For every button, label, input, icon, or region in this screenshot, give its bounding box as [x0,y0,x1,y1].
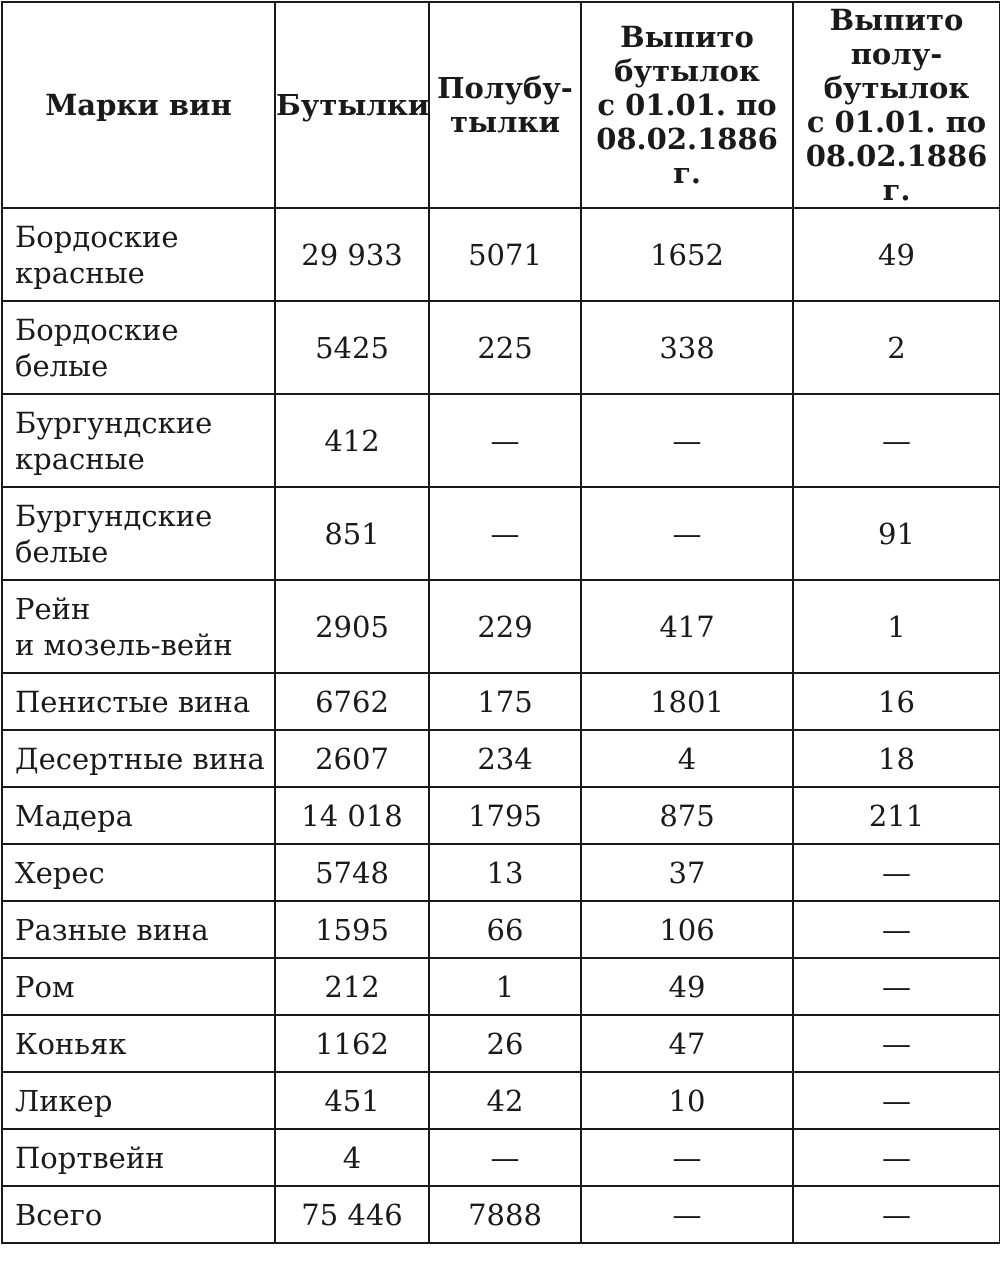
bottles-drunk-cell: 49 [581,958,793,1015]
half-bottles-drunk-cell: 49 [793,208,1000,301]
half-bottles-drunk-cell: — [793,844,1000,901]
bottles-drunk-cell: 4 [581,730,793,787]
wine-name-cell: Пенистые вина [2,673,275,730]
wine-name-cell: Коньяк [2,1015,275,1072]
half-bottles-drunk-cell: 16 [793,673,1000,730]
table-row [2,580,1000,673]
half-bottles-cell: — [429,1129,581,1186]
header-bottles: Бутылки [275,2,429,208]
half-bottles-cell: 234 [429,730,581,787]
bottles-cell: 5425 [275,301,429,394]
half-bottles-cell: 26 [429,1015,581,1072]
bottles-cell: 1162 [275,1015,429,1072]
table-row [2,730,1000,787]
bottles-drunk-cell: — [581,1186,793,1243]
bottles-cell: 1595 [275,901,429,958]
half-bottles-drunk-cell: — [793,958,1000,1015]
bottles-drunk-cell: 338 [581,301,793,394]
wine-name-cell: Херес [2,844,275,901]
half-bottles-cell: 1 [429,958,581,1015]
half-bottles-cell: 13 [429,844,581,901]
half-bottles-drunk-cell: 91 [793,487,1000,580]
wine-name-cell: Десертные вина [2,730,275,787]
table-row [2,673,1000,730]
half-bottles-drunk-cell: 18 [793,730,1000,787]
bottles-cell: 6762 [275,673,429,730]
bottles-cell: 451 [275,1072,429,1129]
table-row [2,208,1000,301]
table-row [2,1015,1000,1072]
half-bottles-cell: 225 [429,301,581,394]
half-bottles-cell: 1795 [429,787,581,844]
half-bottles-drunk-cell: 1 [793,580,1000,673]
half-bottles-drunk-cell: — [793,901,1000,958]
bottles-drunk-cell: — [581,1129,793,1186]
table-row [2,1072,1000,1129]
wine-name-cell: Бургундские белые [2,487,275,580]
table-row [2,787,1000,844]
bottles-drunk-cell: 10 [581,1072,793,1129]
wine-name-cell: Ликер [2,1072,275,1129]
header-half-bottles-drunk: Выпито полу- бутылок с 01.01. по 08.02.1886 г. [793,2,1000,208]
half-bottles-drunk-cell: — [793,1015,1000,1072]
bottles-cell: 2905 [275,580,429,673]
table-row [2,901,1000,958]
total-row [2,1186,1000,1243]
wine-name-cell: Портвейн [2,1129,275,1186]
half-bottles-drunk-cell: — [793,394,1000,487]
bottles-cell: 14 018 [275,787,429,844]
wine-name-cell: Ром [2,958,275,1015]
half-bottles-drunk-cell: — [793,1072,1000,1129]
half-bottles-cell: 5071 [429,208,581,301]
wine-inventory-table [1,1,1000,1244]
table-row [2,394,1000,487]
header-half-bottles: Полубу- тылки [429,2,581,208]
half-bottles-drunk-cell: — [793,1129,1000,1186]
wine-name-cell: Мадера [2,787,275,844]
bottles-cell: 29 933 [275,208,429,301]
half-bottles-drunk-cell: — [793,1186,1000,1243]
half-bottles-cell: 66 [429,901,581,958]
table-row [2,844,1000,901]
half-bottles-cell: — [429,487,581,580]
wine-name-cell: Рейн и мозель-вейн [2,580,275,673]
half-bottles-cell: — [429,394,581,487]
bottles-cell: 2607 [275,730,429,787]
bottles-drunk-cell: 1652 [581,208,793,301]
table-row [2,487,1000,580]
header-bottles-drunk: Выпито бутылок с 01.01. по 08.02.1886 г. [581,2,793,208]
bottles-drunk-cell: 875 [581,787,793,844]
bottles-drunk-cell: 417 [581,580,793,673]
bottles-cell: 851 [275,487,429,580]
half-bottles-cell: 229 [429,580,581,673]
header-row [2,2,1000,208]
bottles-cell: 5748 [275,844,429,901]
wine-name-cell: Разные вина [2,901,275,958]
bottles-cell: 412 [275,394,429,487]
wine-name-cell: Бордоские белые [2,301,275,394]
bottles-cell: 212 [275,958,429,1015]
wine-name-cell: Бургундские красные [2,394,275,487]
bottles-cell: 4 [275,1129,429,1186]
bottles-cell: 75 446 [275,1186,429,1243]
table-row [2,301,1000,394]
half-bottles-drunk-cell: 2 [793,301,1000,394]
bottles-drunk-cell: 106 [581,901,793,958]
half-bottles-drunk-cell: 211 [793,787,1000,844]
bottles-drunk-cell: 37 [581,844,793,901]
half-bottles-cell: 7888 [429,1186,581,1243]
half-bottles-cell: 175 [429,673,581,730]
wine-name-cell: Всего [2,1186,275,1243]
table-row [2,958,1000,1015]
bottles-drunk-cell: — [581,487,793,580]
table-row [2,1129,1000,1186]
bottles-drunk-cell: — [581,394,793,487]
bottles-drunk-cell: 47 [581,1015,793,1072]
half-bottles-cell: 42 [429,1072,581,1129]
header-wine-brand: Марки вин [2,2,275,208]
bottles-drunk-cell: 1801 [581,673,793,730]
wine-name-cell: Бордоские красные [2,208,275,301]
